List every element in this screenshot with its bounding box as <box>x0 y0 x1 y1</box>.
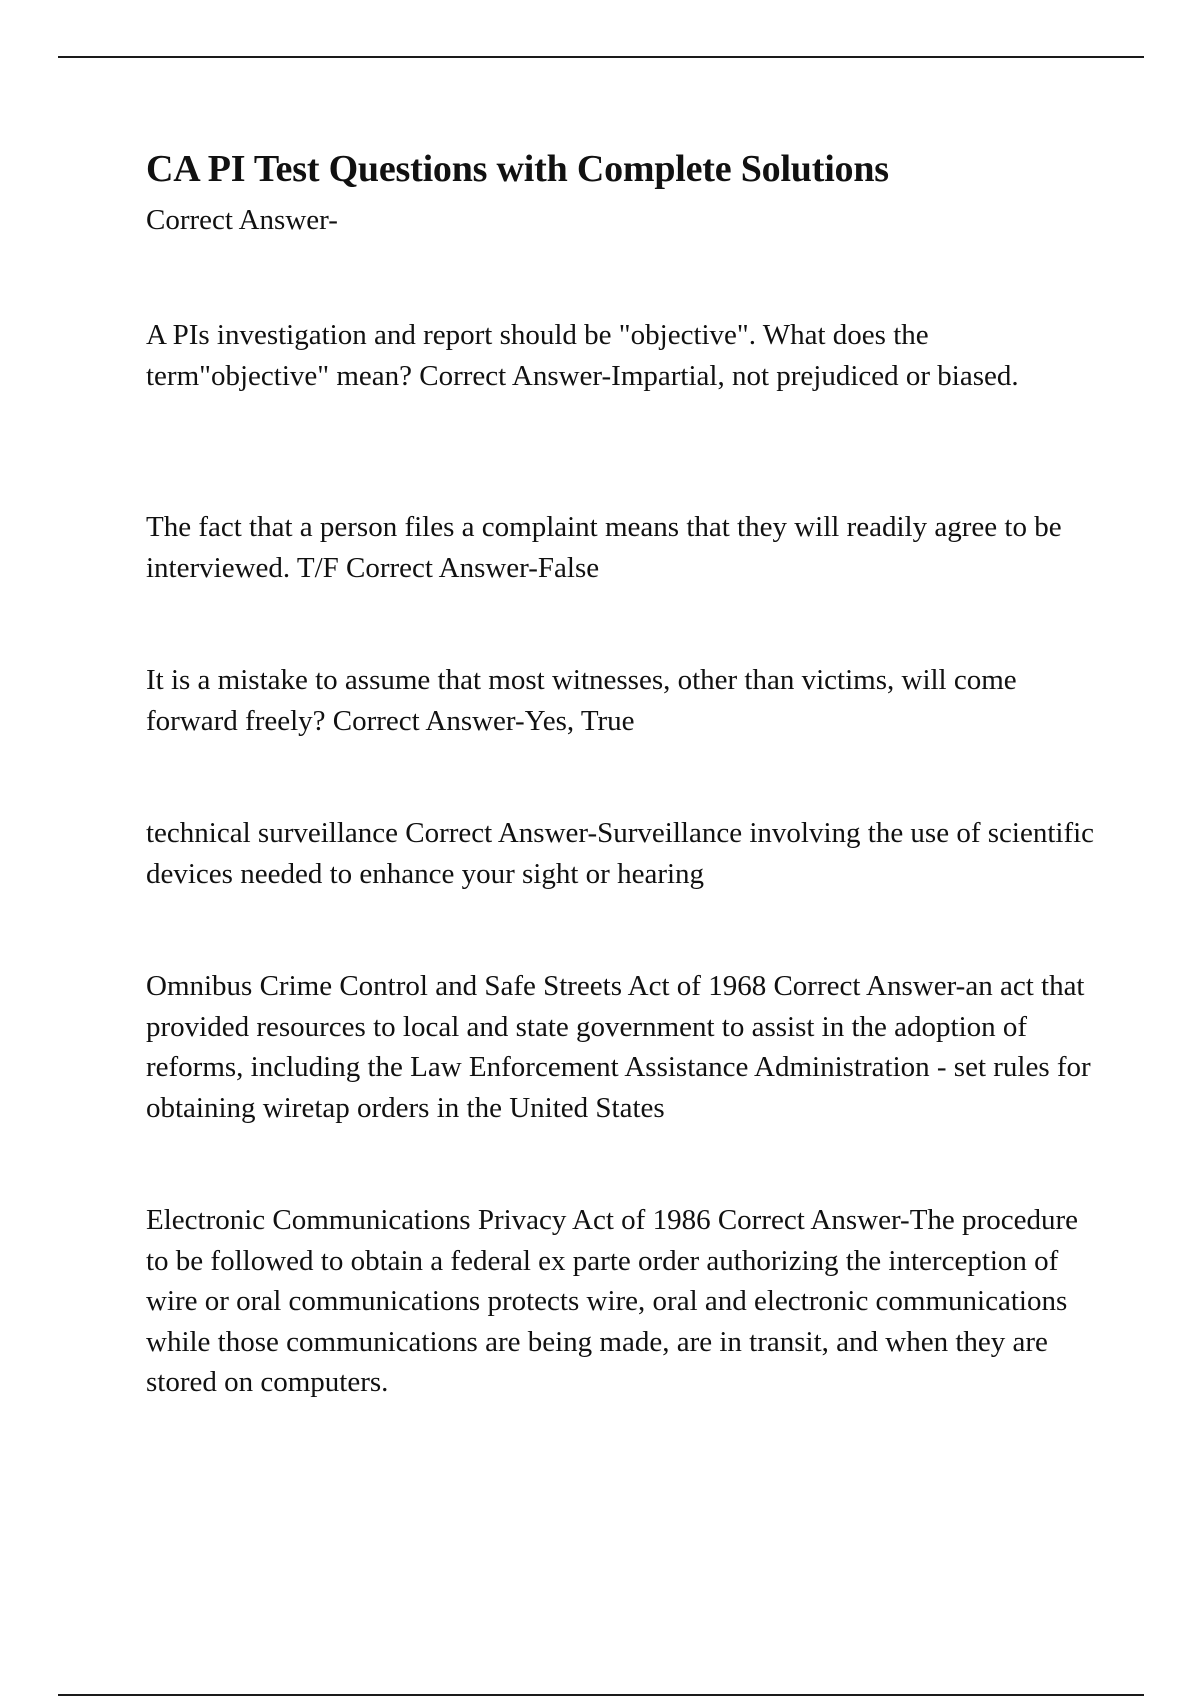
top-rule <box>58 56 1144 58</box>
intro-text: Correct Answer- <box>146 204 338 236</box>
qa-entry: It is a mistake to assume that most witnesses, other than victims, will come forward freely? Correct Answer-Yes, True <box>146 664 1017 737</box>
qa-entry: The fact that a person files a complaint means that they will readily agree to be interviewed. T/F Correct Answer-False <box>146 511 1062 584</box>
qa-entry: A PIs investigation and report should be "objective". What does the term"objective" mean? Correct Answer-Impartial, not prejudiced or biased. <box>146 319 1019 392</box>
qa-entry: technical surveillance Correct Answer-Surveillance involving the use of scientific devices needed to enhance your sight or hearing <box>146 817 1095 890</box>
bottom-rule <box>58 1694 1144 1696</box>
document-body <box>146 140 1096 1403</box>
qa-entry: Omnibus Crime Control and Safe Streets Act of 1968 Correct Answer-an act that provided resources to local and state government to assist in the adoption of reforms, including the Law Enforcement Assistance Administration - set rules for obtaining wiretap orders in the United States <box>146 970 1091 1124</box>
document-title: CA PI Test Questions with Complete Solutions <box>146 148 889 190</box>
qa-entry: Electronic Communications Privacy Act of 1986 Correct Answer-The procedure to be followed to obtain a federal ex parte order authorizing the interception of wire or oral communications protects wire, oral and electronic communications while those communications are being made, are in transit, and when they are stored on computers. <box>146 1204 1078 1398</box>
